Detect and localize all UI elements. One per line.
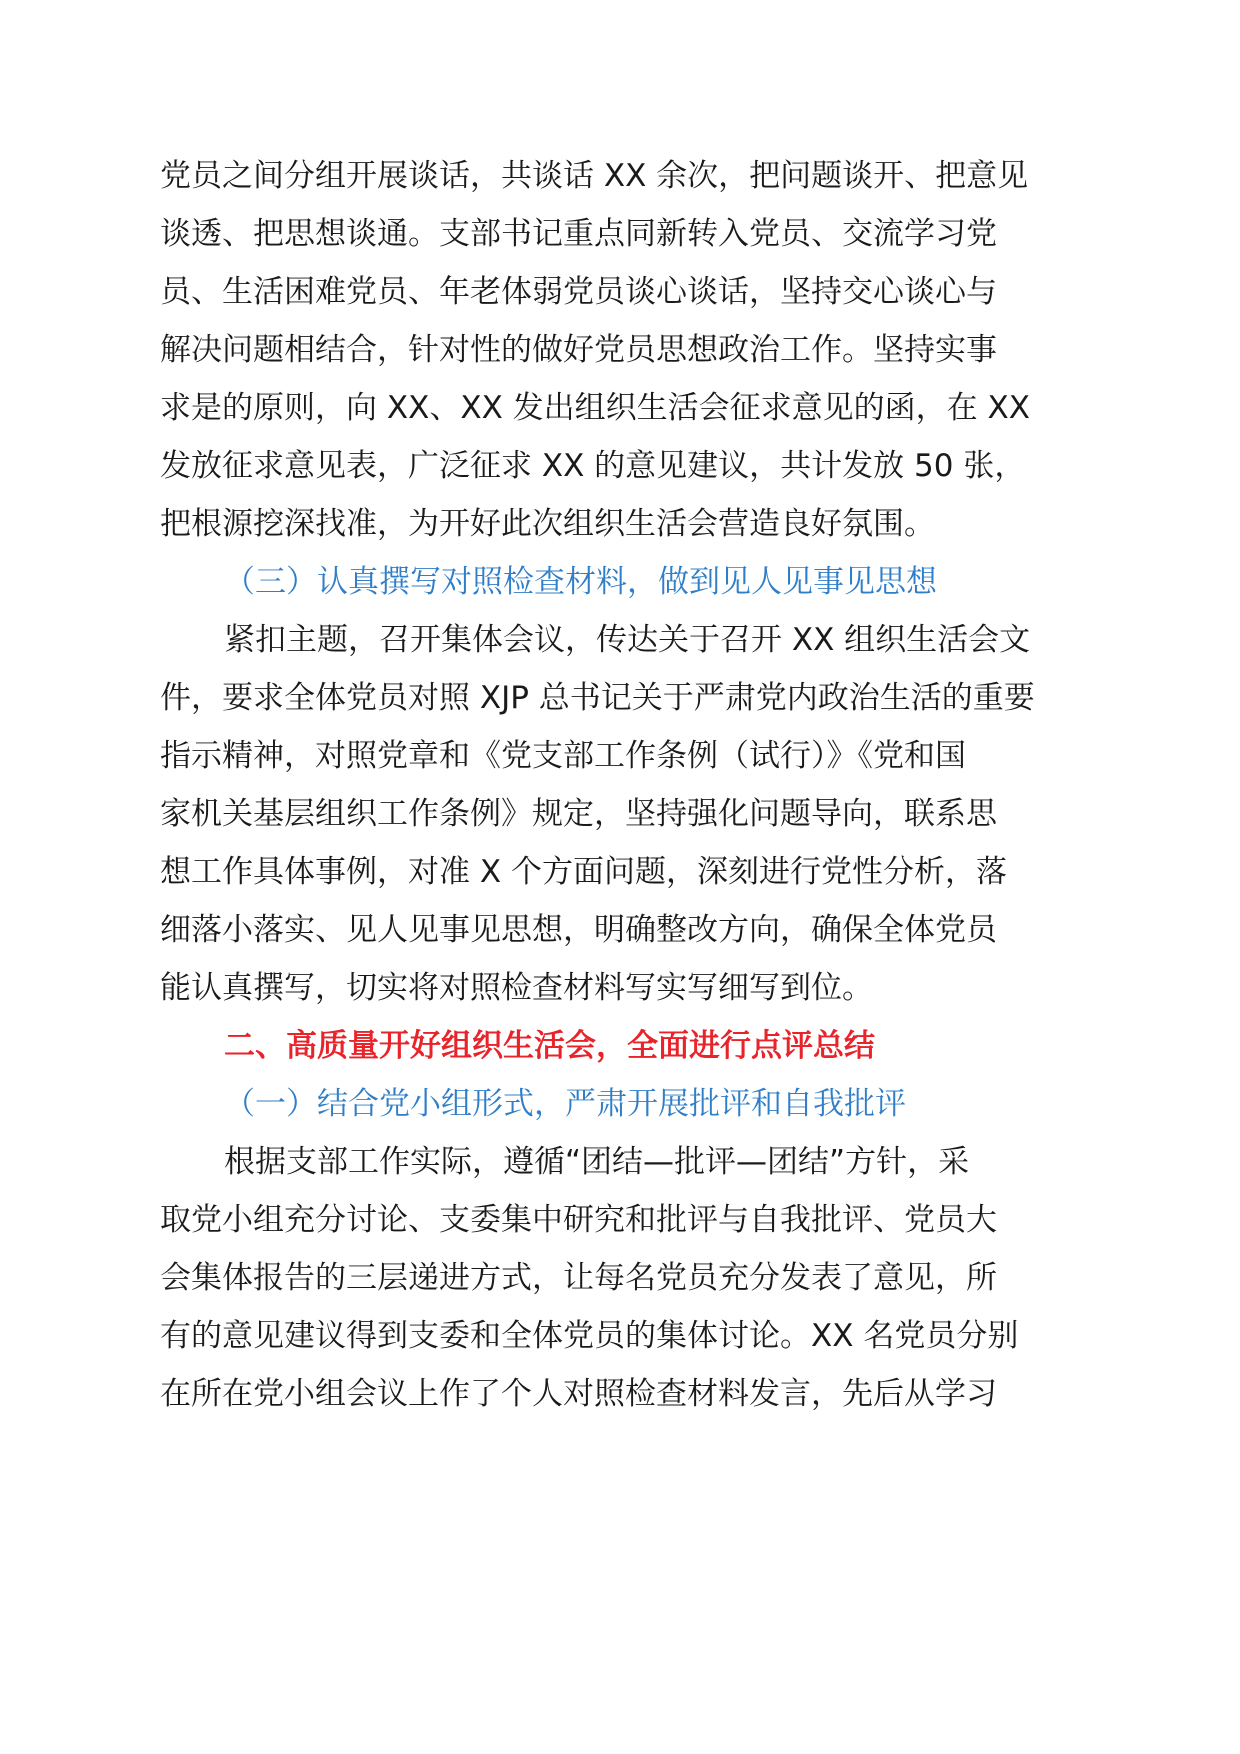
paragraph-line: 求是的原则，向 XX、XX 发出组织生活会征求意见的函，在 XX <box>160 390 1030 426</box>
subheading-1: （一）结合党小组形式，严肃开展批评和自我批评 <box>224 1086 906 1122</box>
paragraph-line: 党员之间分组开展谈话，共谈话 XX 余次，把问题谈开、把意见 <box>160 158 1029 194</box>
paragraph-line: 能认真撰写，切实将对照检查材料写实写细写到位。 <box>160 970 873 1006</box>
paragraph-line: 件，要求全体党员对照 XJP 总书记关于严肃党内政治生活的重要 <box>160 680 1035 716</box>
subheading-3: （三）认真撰写对照检查材料，做到见人见事见思想 <box>224 564 937 600</box>
section-heading-2: 二、高质量开好组织生活会，全面进行点评总结 <box>224 1028 875 1064</box>
paragraph-line: 想工作具体事例，对准 X 个方面问题，深刻进行党性分析，落 <box>160 854 1007 890</box>
paragraph-line: 指示精神，对照党章和《党支部工作条例（试行）》《党和国 <box>160 738 966 774</box>
paragraph-line: 家机关基层组织工作条例》规定，坚持强化问题导向，联系思 <box>160 796 997 832</box>
paragraph-line: 根据支部工作实际，遵循“团结—批评—团结”方针，采 <box>224 1144 970 1180</box>
paragraph-line: 把根源挖深找准，为开好此次组织生活会营造良好氛围。 <box>160 506 935 542</box>
paragraph-line: 发放征求意见表，广泛征求 XX 的意见建议，共计发放 50 张， <box>160 448 1026 484</box>
paragraph-line: 员、生活困难党员、年老体弱党员谈心谈话，坚持交心谈心与 <box>160 274 997 310</box>
paragraph-line: 细落小落实、见人见事见思想，明确整改方向，确保全体党员 <box>160 912 997 948</box>
paragraph-line: 取党小组充分讨论、支委集中研究和批评与自我批评、党员大 <box>160 1202 997 1238</box>
paragraph-line: 会集体报告的三层递进方式，让每名党员充分发表了意见，所 <box>160 1260 997 1296</box>
paragraph-line: 谈透、把思想谈通。支部书记重点同新转入党员、交流学习党 <box>160 216 997 252</box>
paragraph-line: 有的意见建议得到支委和全体党员的集体讨论。XX 名党员分别 <box>160 1318 1019 1354</box>
paragraph-line: 解决问题相结合，针对性的做好党员思想政治工作。坚持实事 <box>160 332 997 368</box>
paragraph-line: 在所在党小组会议上作了个人对照检查材料发言，先后从学习 <box>160 1376 997 1412</box>
paragraph-line: 紧扣主题，召开集体会议，传达关于召开 XX 组织生活会文 <box>224 622 1031 658</box>
